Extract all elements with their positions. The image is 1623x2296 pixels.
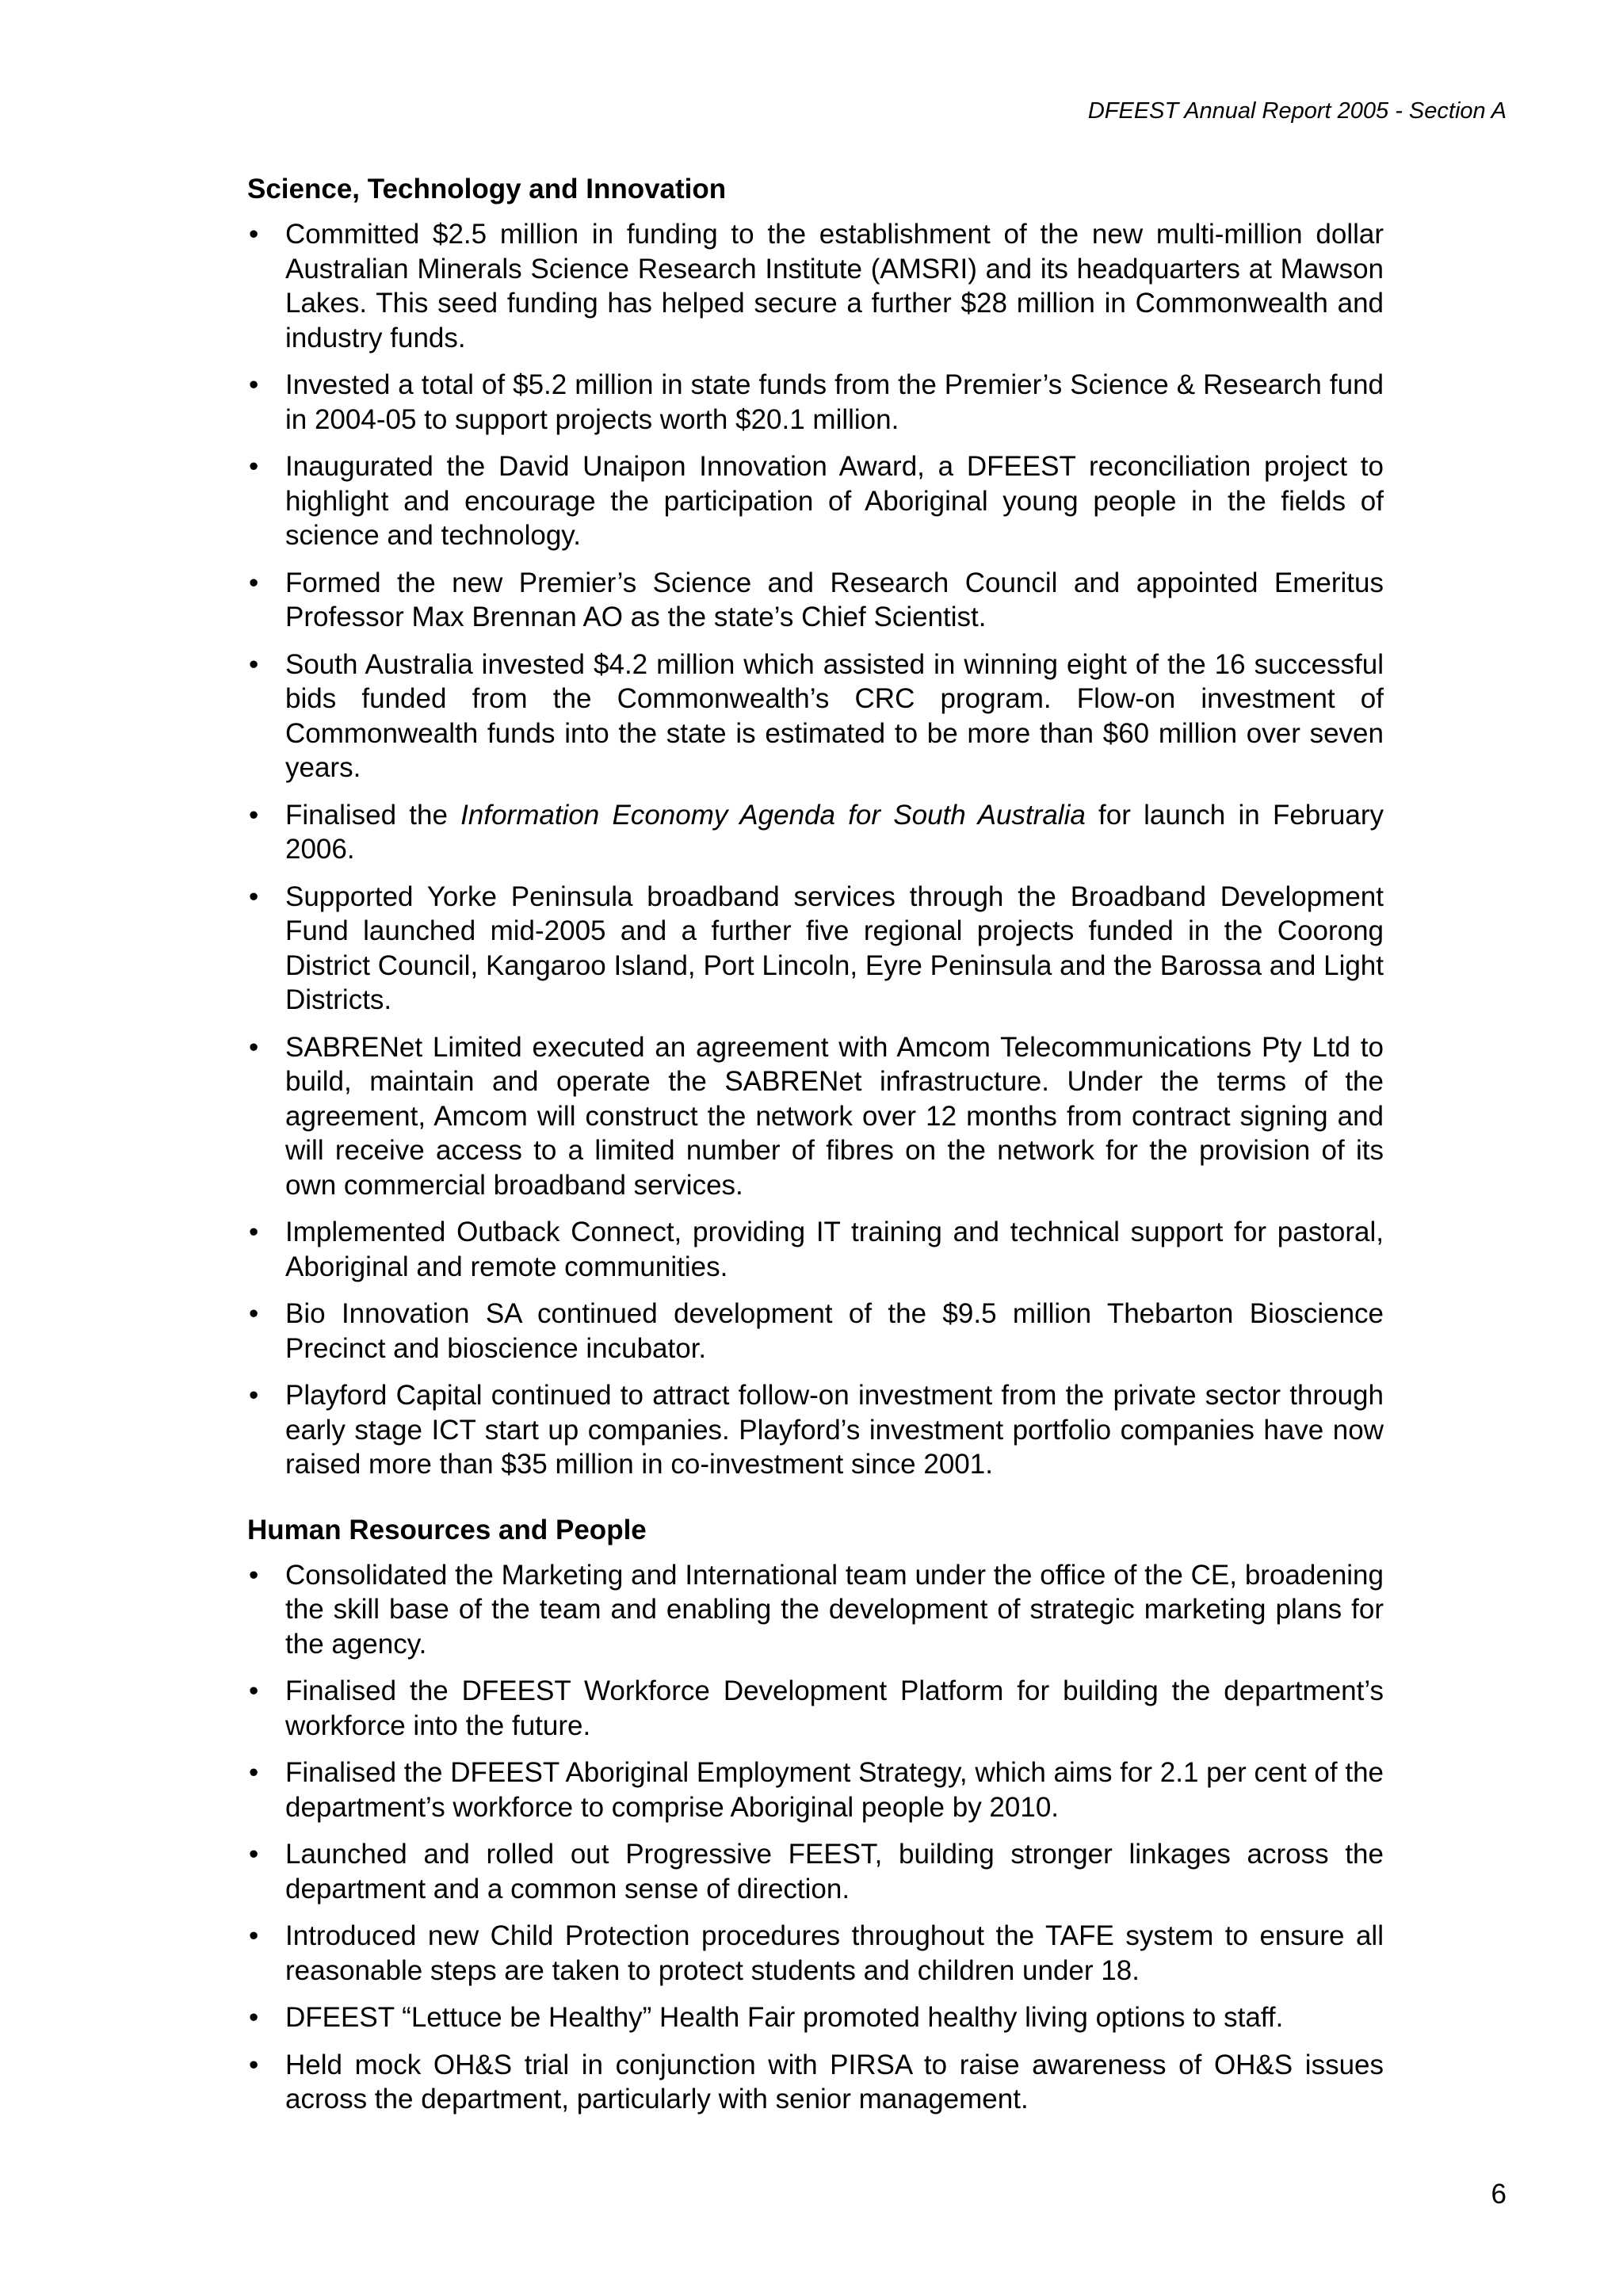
bullet-icon: • [249,567,259,598]
list-item-text: Supported Yorke Peninsula broadband services through the Broadband Development Fund launched mid-2005 and a further five regional projects funded in the Coorong District Council, Kangaroo Island, Port Lincoln, Eyre Peninsula and the Barossa and Light Districts. [285,881,1384,1015]
report-body [247,173,1384,2130]
list-item [247,1755,1384,1824]
list-item [247,880,1384,1018]
list-item-text-after: for launch in February 2006. [285,799,1384,865]
list-item [247,798,1384,867]
list-item [247,1297,1384,1366]
list-item-text: SABRENet Limited executed an agreement with Amcom Telecommunications Pty Ltd to build, maintain and operate the SABRENet infrastructure. Under the terms of the agreement, Amcom will construct the network over 12 months from contract signing and will receive access to a limited number of fibres on the network for the provision of its own commercial broadband services. [285,1031,1384,1201]
bullet-icon: • [249,1298,259,1329]
list-item-text: DFEEST “Lettuce be Healthy” Health Fair promoted healthy living options to staff. [285,2002,1284,2033]
list-item-text: South Australia invested $4.2 million which assisted in winning eight of the 16 successful bids funded from the Commonwealth’s CRC program. Flow-on investment of Commonwealth funds into the state is estimated to be more than $60 million over seven years. [285,648,1384,783]
list-item [247,1030,1384,1203]
list-item [247,368,1384,437]
list-item [247,1674,1384,1743]
list-item [247,2000,1384,2035]
list-item-text: Consolidated the Marketing and International team under the office of the CE, broadening the skill base of the team and enabling the development of strategic marketing plans for the agency. [285,1559,1384,1660]
bullet-icon: • [249,2002,259,2033]
bullet-icon: • [249,1559,259,1591]
list-item-text: Introduced new Child Protection procedures throughout the TAFE system to ensure all reasonable steps are taken to protect students and children under 18. [285,1920,1384,1986]
list-item-text: Finalised the DFEEST Workforce Development Platform for building the department’s workforce into the future. [285,1675,1384,1741]
bullet-icon: • [249,1920,259,1951]
list-item [247,1378,1384,1482]
list-item [247,449,1384,553]
bullet-icon: • [249,1675,259,1706]
list-item [247,2048,1384,2117]
list-item [247,1919,1384,1988]
bullet-icon: • [249,1217,259,1247]
list-item [247,1837,1384,1906]
list-item [247,1215,1384,1284]
bullet-icon: • [249,1380,259,1411]
bullet-icon: • [249,451,259,482]
bullet-icon: • [249,799,259,831]
bullet-icon: • [249,881,259,912]
bullet-icon: • [249,1839,259,1870]
section-heading-human-resources: Human Resources and People [247,1514,647,1545]
list-item-text-before: Finalised the [285,799,461,831]
bullet-icon: • [249,369,259,400]
list-item [247,217,1384,355]
list-item-text: Finalised the DFEEST Aboriginal Employment Strategy, which aims for 2.1 per cent of the department’s workforce to comprise Aboriginal people by 2010. [285,1757,1384,1823]
list-item-text: Committed $2.5 million in funding to the establishment of the new multi-million dollar Australian Minerals Science Research Institute (AMSRI) and its headquarters at Mawson Lakes. This seed funding has helped secure a further $28 million in Commonwealth and industry funds. [285,219,1384,353]
list-item [247,648,1384,785]
bullet-icon: • [249,219,259,250]
list-item-text: Launched and rolled out Progressive FEEST, building stronger linkages across the department and a common sense of direction. [285,1839,1384,1904]
list-item-text: Implemented Outback Connect, providing IT training and technical support for pastoral, Aboriginal and remote communities. [285,1217,1384,1282]
bullet-icon: • [249,1757,259,1788]
publication-title: Information Economy Agenda for South Australia [460,799,1086,831]
bullet-icon: • [249,2049,259,2080]
science-bullet-list [247,217,1384,1482]
bullet-icon: • [249,1031,259,1063]
list-item-text: Invested a total of $5.2 million in state funds from the Premier’s Science & Research fund in 2004-05 to support projects worth $20.1 million. [285,369,1384,435]
list-item [247,1558,1384,1662]
running-header: DFEEST Annual Report 2005 - Section A [1087,98,1507,124]
list-item-text: Bio Innovation SA continued development of the $9.5 million Thebarton Bioscience Precinct and bioscience incubator. [285,1298,1384,1364]
bullet-icon: • [249,648,259,680]
list-item [247,566,1384,635]
page-number: 6 [1491,2179,1507,2210]
list-item-text: Formed the new Premier’s Science and Research Council and appointed Emeritus Professor Max Brennan AO as the state’s Chief Scientist. [285,567,1384,632]
list-item-text: Inaugurated the David Unaipon Innovation Award, a DFEEST reconciliation project to highlight and encourage the participation of Aboriginal young people in the fields of science and technology. [285,451,1384,551]
list-item-text: Held mock OH&S trial in conjunction with PIRSA to raise awareness of OH&S issues across the department, particularly with senior management. [285,2049,1384,2115]
list-item-text: Playford Capital continued to attract follow-on investment from the private sector through early stage ICT start up companies. Playford’s investment portfolio companies have now raised more than $35 million in co-investment since 2001. [285,1380,1384,1480]
section-heading-science: Science, Technology and Innovation [247,174,727,204]
hr-bullet-list [247,1558,1384,2117]
